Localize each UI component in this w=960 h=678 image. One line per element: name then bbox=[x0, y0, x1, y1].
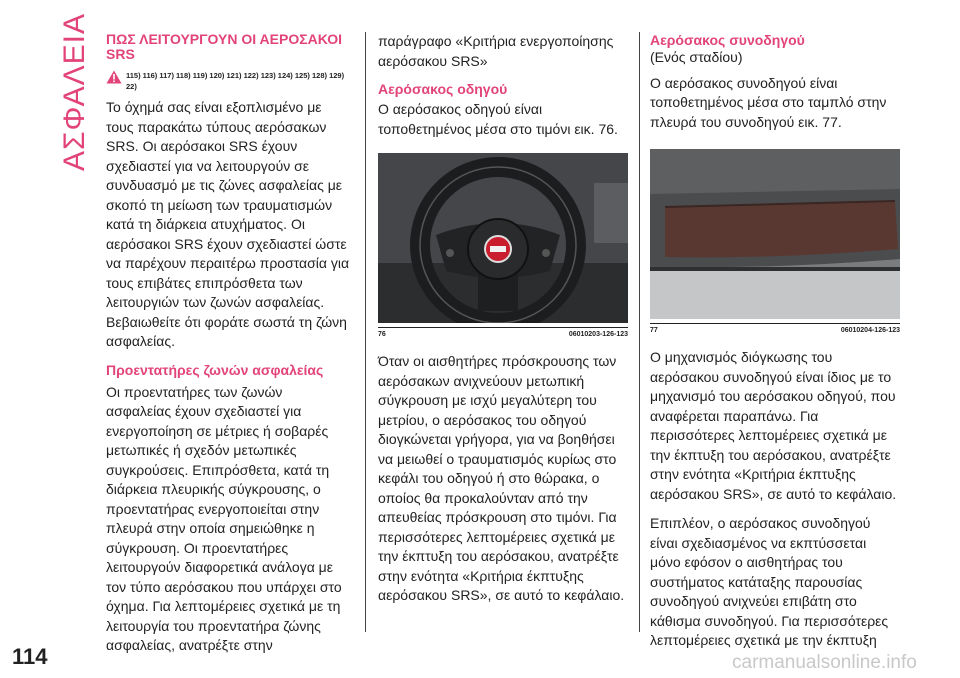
column-1 bbox=[106, 32, 350, 656]
paragraph: Ο αερόσακος συνοδηγού είναι τοποθετημένος μέσα στο ταμπλό στην πλευρά του συνοδηγού εικ. 77. bbox=[650, 74, 887, 130]
column-divider bbox=[365, 32, 366, 632]
column-3 bbox=[650, 32, 900, 651]
dashboard-image bbox=[650, 149, 900, 319]
subheading-note: (Ενός σταδίου) bbox=[650, 49, 743, 65]
passenger-airbag-figure bbox=[650, 149, 900, 319]
figure-number: 76 bbox=[378, 331, 386, 338]
paragraph: Όταν οι αισθητήρες πρόσκρουσης των αερόσακων ανιχνεύουν μετωπική σύγκρουση με ισχύ μεγαλύτερη του μετρίου, ο αερόσακος του οδηγού διογκώνεται γρήγορα, για να βοηθήσει να μειωθεί ο τραυματισμός κυρίως στο κεφάλι του οδηγού ή στο θώρακα, ο οποίος θα προκαλούνταν από την απευθείας πρόσκρουση στο τιμόνι. Για περισσότερες λεπτομέρειες σχετικά με την έκπτυξη του αερόσακου, ανατρέξτε στην ενότητα «Κριτήρια έκπτυξης αερόσακου SRS», σε αυτό το κεφάλαιο. bbox=[378, 353, 625, 603]
paragraph: Ο μηχανισμός διόγκωσης του αερόσακου συνοδηγού είναι ίδιος με το μηχανισμό του αερόσακου οδηγού, που αναφέρεται παραπάνω. Για περισσότερες λεπτομέρειες σχετικά με την έκπτυξη του αερόσακου, ανατρέξτε στην ενότητα «Κριτήρια έκπτυξης αερόσακου SRS», σε αυτό το κεφάλαιο. bbox=[650, 349, 897, 502]
watermark: carmanualsonline.info bbox=[732, 652, 917, 673]
warning-icon bbox=[106, 70, 122, 84]
figure-caption bbox=[378, 327, 628, 338]
figure-number: 77 bbox=[650, 327, 658, 334]
paragraph: Το όχημά σας είναι εξοπλισμένο με τους παρακάτω τύπους αερόσακων SRS. Οι αερόσακοι SRS έχουν σχεδιαστεί για να λειτουργούν σε συνδυασμό με τις ζώνες ασφαλείας με σκοπό τη μείωση των τραυματισμών κατά τη διάρκεια ατυχήματος. Οι αερόσακοι SRS έχουν σχεδιαστεί ώστε να παρέχουν περαιτέρω προστασία για τους επιβάτες επιπρόσθετα των λειτουργιών των ζωνών ασφαλείας. Βεβαιωθείτε ότι φοράτε σωστά τη ζώνη ασφαλείας. bbox=[106, 99, 350, 349]
column-divider bbox=[639, 32, 640, 632]
paragraph: Οι προεντατήρες των ζωνών ασφαλείας έχουν σχεδιαστεί για ενεργοποίηση σε μέτριες ή σοβαρές μετωπικές ή σχεδόν μετωπικές συγκρούσεις. Επιπρόσθετα, κατά τη διάρκεια πλευρικής σύγκρουσης, ο προεντατήρας ενεργοποιείται στην πλευρά στην οποία σημειώθηκε η σύγκρουση. Οι προεντατήρες λειτουργούν διαφορετικά ανάλογα με τον τύπο αερόσακου που υπάρχει στο όχημα. Για λεπτομέρειες σχετικά με τη λειτουργία του προεντατήρα ζώνης ασφαλείας, ανατρέξτε στην bbox=[106, 383, 342, 653]
steering-wheel-image bbox=[378, 153, 628, 323]
column-2 bbox=[378, 32, 628, 606]
figure-caption bbox=[650, 323, 900, 334]
steering-wheel-figure bbox=[378, 153, 628, 323]
subheading: Αερόσακος οδηγού bbox=[378, 81, 508, 97]
page-number: 114 bbox=[12, 644, 48, 669]
reference-list: 115) 116) 117) 118) 119) 120) 121) 122) 123) 124) 125) 128) 129) 22) bbox=[126, 71, 345, 91]
subheading: Προεντατήρες ζωνών ασφαλείας bbox=[106, 361, 324, 378]
paragraph: παράγραφο «Κριτήρια ενεργοποίησης αερόσακου SRS» bbox=[378, 33, 614, 69]
figure-code: 06010203-126-123 bbox=[568, 331, 628, 338]
paragraph: Ο αερόσακος οδηγού είναι τοποθετημένος μέσα στο τιμόνι εικ. 76. bbox=[378, 101, 618, 137]
section-heading: ΠΩΣ ΛΕΙΤΟΥΡΓΟΥΝ ΟΙ ΑΕΡΟΣΑΚΟΙ SRS bbox=[106, 31, 342, 62]
paragraph: Επιπλέον, ο αερόσακος συνοδηγού είναι σχεδιασμένος να εκπτύσσεται μόνο εφόσον ο αισθητήρας του συστήματος κατάταξης παρουσίας συνοδηγού ανιχνεύει επιβάτη στο κάθισμα συνοδηγού. Για περισσότερες λεπτομέρειες σχετικά με την έκπτυξη bbox=[650, 515, 889, 648]
subheading: Αερόσακος συνοδηγού bbox=[650, 32, 805, 48]
figure-code: 06010204-126-123 bbox=[840, 327, 900, 334]
warning-references bbox=[106, 70, 350, 92]
side-section-title bbox=[40, 12, 92, 172]
section-title-text: ΑΣΦΑΛΕΙΑ bbox=[58, 12, 92, 172]
